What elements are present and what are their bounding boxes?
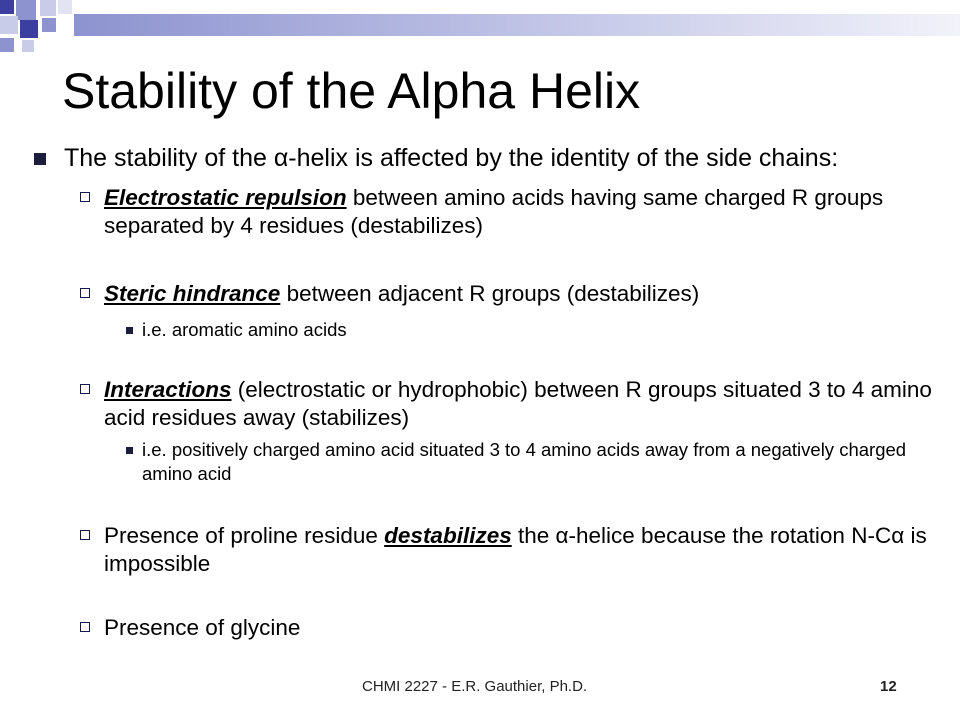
bullet-text: between amino acids having same charged R groups separated by 4 residues (destabilizes) bbox=[104, 185, 884, 238]
bullet-text: i.e. aromatic amino acids bbox=[142, 319, 347, 340]
square-bullet-icon bbox=[34, 153, 46, 165]
hollow-square-bullet-icon bbox=[80, 288, 90, 298]
bullet-text: i.e. positively charged amino acid situated 3 to 4 amino acids away from a negatively charged amino acid bbox=[142, 439, 907, 484]
sub-bullet-positively-charged bbox=[34, 438, 934, 486]
deco-square bbox=[58, 0, 72, 14]
header-bar bbox=[74, 14, 960, 36]
keyword: Interactions bbox=[104, 377, 232, 402]
bullet-electrostatic-repulsion bbox=[34, 184, 934, 240]
hollow-square-bullet-icon bbox=[80, 530, 90, 540]
hollow-square-bullet-icon bbox=[80, 192, 90, 202]
bullet-text: between adjacent R groups (destabilizes) bbox=[280, 281, 700, 306]
bullet-text: The stability of the α-helix is affected by the identity of the side chains: bbox=[64, 144, 839, 172]
deco-square bbox=[20, 20, 38, 38]
footer-course: CHMI 2227 - E.R. Gauthier, Ph.D. bbox=[362, 678, 588, 695]
deco-square bbox=[42, 18, 56, 32]
slide-title: Stability of the Alpha Helix bbox=[62, 63, 641, 119]
bullet-prefix: Presence of proline residue bbox=[104, 523, 385, 548]
bullet-proline bbox=[34, 522, 934, 578]
bullet-text: (electrostatic or hydrophobic) between R groups situated 3 to 4 amino acid residues away (stabilizes) bbox=[104, 377, 932, 430]
bullet-text: the α-helice because the rotation N-Cα is impossible bbox=[104, 523, 927, 576]
square-bullet-icon bbox=[126, 327, 133, 334]
page-number: 12 bbox=[880, 678, 897, 695]
keyword: destabilizes bbox=[384, 523, 512, 548]
square-bullet-icon bbox=[126, 447, 133, 454]
deco-square bbox=[40, 0, 56, 16]
deco-square bbox=[0, 38, 14, 52]
deco-square bbox=[16, 0, 36, 20]
keyword: Steric hindrance bbox=[104, 281, 281, 306]
slide-content bbox=[34, 142, 934, 642]
keyword: Electrostatic repulsion bbox=[104, 185, 347, 210]
hollow-square-bullet-icon bbox=[80, 622, 90, 632]
deco-square bbox=[0, 0, 14, 14]
deco-square bbox=[0, 16, 18, 34]
bullet-text: Presence of glycine bbox=[104, 615, 301, 640]
bullet-level1 bbox=[34, 142, 934, 174]
bullet-steric-hindrance bbox=[34, 280, 934, 308]
hollow-square-bullet-icon bbox=[80, 384, 90, 394]
deco-square bbox=[22, 40, 34, 52]
bullet-interactions bbox=[34, 376, 934, 432]
bullet-glycine bbox=[34, 614, 934, 642]
sub-bullet-aromatic bbox=[34, 318, 934, 342]
